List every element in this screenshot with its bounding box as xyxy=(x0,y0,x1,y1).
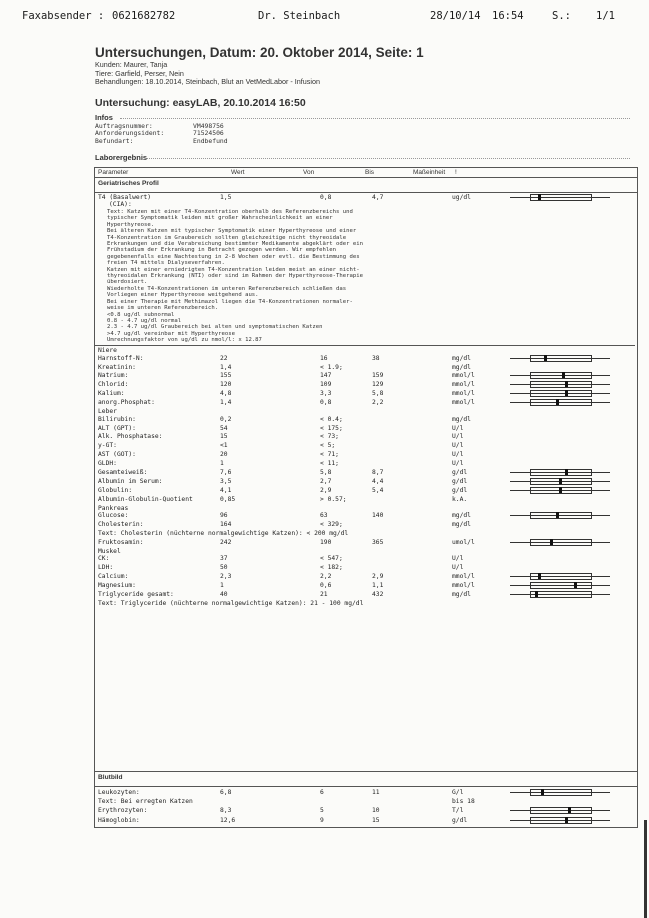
value: 164 xyxy=(220,521,232,529)
param-name: Globulin: xyxy=(98,486,133,494)
param-name: GLDH: xyxy=(98,460,117,468)
value: 3,5 xyxy=(220,477,232,485)
fax-sender-label: Faxabsender : xyxy=(22,10,105,22)
value: 2,3 xyxy=(220,573,232,581)
range-to: 38 xyxy=(372,354,380,362)
value: 6,8 xyxy=(220,789,232,796)
range-graphic xyxy=(510,807,610,813)
col-bis: Bis xyxy=(365,169,375,176)
info-row: Auftragsnummer: VM498756 xyxy=(95,122,224,130)
value-marker xyxy=(559,487,562,493)
meta-animal: Tiere: Garfield, Perser, Nein xyxy=(95,68,184,78)
unit: mg/dl xyxy=(452,354,471,362)
unit: mg/dl xyxy=(452,512,471,520)
unit: U/l xyxy=(452,451,464,459)
range-from: 2,7 xyxy=(320,477,332,485)
value: 37 xyxy=(220,555,228,563)
value: 155 xyxy=(220,372,232,380)
meta-treatment: Behandlungen: 18.10.2014, Steinbach, Blut an VetMedLabor - Infusion xyxy=(95,77,320,86)
range-from: 109 xyxy=(320,381,332,389)
value-marker xyxy=(565,390,568,396)
group-blood: Blutbild xyxy=(95,771,637,787)
unit: T/l xyxy=(452,807,464,815)
unit: mmol/l xyxy=(452,399,475,407)
unit: mg/dl xyxy=(452,415,471,423)
note-line: Wiederholte T4-Konzentrationen im unteren Referenzbereich schließen das xyxy=(107,285,347,292)
range-from: 6 xyxy=(320,789,324,796)
range-box xyxy=(530,355,592,362)
divider xyxy=(145,158,630,159)
range-box xyxy=(530,399,592,406)
range-box xyxy=(530,789,592,796)
param-name: Leukozyten: xyxy=(98,789,140,796)
param-name: T4 (Basalwert) xyxy=(98,194,152,201)
value-marker xyxy=(544,355,547,361)
param-name: Chlorid: xyxy=(98,381,129,389)
range-to: 4,4 xyxy=(372,477,384,485)
range-box xyxy=(530,381,592,388)
table-header xyxy=(95,168,637,178)
note-line: Text: Katzen mit einer T4-Konzentration oberhalb des Referenzbereichs und xyxy=(107,209,353,215)
unit: U/l xyxy=(452,555,464,563)
info-table xyxy=(95,123,228,145)
range-from: < 547; xyxy=(320,555,343,563)
range-from: 63 xyxy=(320,512,328,520)
value: 40 xyxy=(220,591,228,598)
range-graphic xyxy=(510,399,610,405)
range-box xyxy=(530,817,592,824)
range-from: > 0.57; xyxy=(320,495,347,503)
info-heading: Infos xyxy=(95,113,113,122)
unit: mg/dl xyxy=(452,591,471,598)
note-line: Vorliegen einer Hyperthyreose weitgehend aus. xyxy=(107,292,259,299)
range-from: < 71; xyxy=(320,451,339,459)
value: 50 xyxy=(220,564,228,572)
note-line: 0.8 - 4.7 ug/dl normal xyxy=(107,317,182,324)
range-to: 140 xyxy=(372,512,384,520)
range-to: 15 xyxy=(372,816,380,824)
note-line: <0.8 ug/dl subnormal xyxy=(107,311,175,318)
note-line: typischer Symptomatik leiden mit großer Wahrscheinlichkeit an einer xyxy=(107,215,333,222)
col-von: Von xyxy=(303,169,315,176)
range-from: < 0.4; xyxy=(320,415,343,423)
value: 1 xyxy=(220,460,224,468)
value: 7,6 xyxy=(220,469,232,476)
unit: mmol/l xyxy=(452,372,475,380)
param-name: LDH: xyxy=(98,564,114,572)
note-line: >4.7 ug/dl vereinbar mit Hyperthyreose xyxy=(107,330,235,337)
value: 4,8 xyxy=(220,390,232,398)
unit: g/dl xyxy=(452,477,468,485)
blood-rows xyxy=(95,787,637,827)
range-to: 365 xyxy=(372,538,384,546)
range-graphic xyxy=(510,573,610,579)
value: 96 xyxy=(220,512,228,520)
value-marker xyxy=(568,807,571,813)
param-name: Bilirubin: xyxy=(98,415,136,423)
value: 0,85 xyxy=(220,495,236,503)
value: 8,3 xyxy=(220,807,232,815)
value-marker xyxy=(565,817,568,823)
value: 15 xyxy=(220,433,228,441)
value: 4,1 xyxy=(220,486,232,494)
value-marker xyxy=(574,582,577,588)
range-box xyxy=(530,591,592,598)
range-to: 2,2 xyxy=(372,399,384,407)
unit: U/l xyxy=(452,433,464,441)
note-line: Hyperthyreose. xyxy=(107,221,155,228)
divider xyxy=(120,118,630,119)
param-name: Glucose: xyxy=(98,512,129,520)
value-marker xyxy=(556,399,559,405)
range-from: 190 xyxy=(320,538,332,546)
value-marker xyxy=(562,372,565,378)
value-marker xyxy=(565,469,568,475)
note-line: 2.3 - 4.7 ug/dl Graubereich bei alten und symptomatischen Katzen xyxy=(107,324,323,331)
param-name: Text: Triglyceride (nüchterne normalgewichtige Katzen): 21 - 100 mg/dl xyxy=(98,599,364,607)
unit: mmol/l xyxy=(452,582,475,590)
unit: mg/dl xyxy=(452,363,471,371)
range-to: 5,4 xyxy=(372,486,384,494)
param-name: anorg.Phosphat: xyxy=(98,399,155,407)
param-name: ALT (GPT): xyxy=(98,424,136,432)
range-graphic xyxy=(510,582,610,588)
range-graphic xyxy=(510,469,610,475)
param-name: Pankreas xyxy=(98,504,129,512)
value: 242 xyxy=(220,538,232,546)
note-extra: bis 18 xyxy=(452,798,475,806)
value-marker xyxy=(538,573,541,579)
range-from: 5 xyxy=(320,807,324,815)
value: <1 xyxy=(220,442,228,450)
results-table xyxy=(94,167,638,828)
fax-sender-number: 0621682782 xyxy=(112,10,176,22)
unit: g/dl xyxy=(452,469,468,476)
param-name: y-GT: xyxy=(98,442,117,450)
param-name: Magnesium: xyxy=(98,582,136,590)
value: 0,2 xyxy=(220,415,232,423)
t4-notes xyxy=(107,209,363,344)
note-line: Bei einer Therapie mit Methimazol liegen die T4-Konzentrationen normaler- xyxy=(107,298,353,305)
range-from: 0,6 xyxy=(320,582,332,590)
param-name: Muskel xyxy=(98,547,121,555)
param-name: Gesamteiweiß: xyxy=(98,469,148,476)
range-box xyxy=(530,512,592,519)
param-name: Text: Cholesterin (nüchterne normalgewichtige Katzen): < 200 mg/dl xyxy=(98,530,349,537)
col-wert: Wert xyxy=(231,169,245,176)
note-line: gegebenenfalls eine Nachtestung in 2-8 Wochen oder evtl. die Bestimmung des xyxy=(107,253,360,260)
unit: ug/dl xyxy=(452,194,471,201)
range-from: 16 xyxy=(320,354,328,362)
range-box xyxy=(530,390,592,397)
unit: g/dl xyxy=(452,816,468,824)
value: 54 xyxy=(220,424,228,432)
param-name: Fruktosamin: xyxy=(98,538,144,546)
range-from: < 182; xyxy=(320,564,343,572)
range-from: 21 xyxy=(320,591,328,598)
range-from: 2,9 xyxy=(320,486,332,494)
range-from: < 1.9; xyxy=(320,363,343,371)
param-name: Kreatinin: xyxy=(98,363,136,371)
range-from: 0,8 xyxy=(320,194,332,201)
unit: mmol/l xyxy=(452,381,475,389)
param-name: Cholesterin: xyxy=(98,521,144,529)
param-name: Niere xyxy=(98,347,117,354)
range-to: 10 xyxy=(372,807,380,815)
unit: k.A. xyxy=(452,495,468,503)
param-name: Triglyceride gesamt: xyxy=(98,591,174,598)
note-line: Umrechnungsfaktor von ug/dl zu nmol/l: x 12.87 xyxy=(107,337,262,344)
range-to: 432 xyxy=(372,591,384,598)
unit: g/dl xyxy=(452,486,468,494)
range-box xyxy=(530,469,592,476)
note-line: Frühstadium der Erkrankung in Betracht gezogen werden. Wir empfehlen xyxy=(107,247,337,254)
fax-name: Dr. Steinbach xyxy=(258,10,341,22)
value: 1,5 xyxy=(220,194,232,201)
param-name: Calcium: xyxy=(98,573,129,581)
unit: mg/dl xyxy=(452,521,471,529)
range-from: 147 xyxy=(320,372,332,380)
unit: U/l xyxy=(452,442,464,450)
range-box xyxy=(530,539,592,546)
range-graphic xyxy=(510,478,610,484)
param-name: Harnstoff-N: xyxy=(98,354,144,362)
value: 120 xyxy=(220,381,232,389)
range-to: 2,9 xyxy=(372,573,384,581)
range-from: < 11; xyxy=(320,460,339,468)
range-to: 4,7 xyxy=(372,194,384,201)
param-name: Text: Bei erregten Katzen xyxy=(98,798,193,806)
range-graphic xyxy=(510,512,610,518)
note-line: thyreoidalen Erkrankung (NTI) oder sind im Rahmen der Hyperthyreose-Therapie xyxy=(107,273,363,280)
value-marker xyxy=(565,381,568,387)
param-name: Natrium: xyxy=(98,372,129,380)
param-name: AST (GOT): xyxy=(98,451,136,459)
info-row: Anforderungsident: 71524506 xyxy=(95,129,224,138)
range-graphic xyxy=(510,817,610,823)
range-graphic xyxy=(510,539,610,545)
note-line: weise im unteren Referenzbereich. xyxy=(107,305,219,312)
unit: mmol/l xyxy=(452,573,475,581)
value: 22 xyxy=(220,354,228,362)
param-sub: (CIA): xyxy=(109,201,132,208)
col-einheit: Maßeinheit xyxy=(413,169,446,176)
range-to: 11 xyxy=(372,789,380,796)
range-graphic xyxy=(510,591,610,597)
range-box xyxy=(530,372,592,379)
note-line: Bei älteren Katzen mit typischer Symptomatik einer Hyperthyreose und einer xyxy=(107,228,357,235)
range-to: 159 xyxy=(372,372,384,380)
range-from: 3,3 xyxy=(320,390,332,398)
unit: G/l xyxy=(452,789,464,796)
note-line: Katzen mit einer erniedrigten T4-Konzentration leiden meist an einer nicht- xyxy=(107,266,360,273)
range-box xyxy=(530,582,592,589)
range-from: 0,8 xyxy=(320,399,332,407)
col-param: Parameter xyxy=(98,169,129,176)
value: 1,4 xyxy=(220,399,232,407)
unit: umol/l xyxy=(452,538,475,546)
note-line: freien T4 mittels Dialyseverfahren. xyxy=(107,260,225,267)
value: 20 xyxy=(220,451,228,459)
range-graphic xyxy=(510,381,610,387)
note-line: T4-Konzentration im Graubereich sollten gleichzeitige nicht thyreoidale xyxy=(107,234,347,241)
param-name: Kalium: xyxy=(98,390,125,398)
unit: U/l xyxy=(452,424,464,432)
range-from: < 175; xyxy=(320,424,343,432)
geriatric-rows xyxy=(95,193,637,771)
col-flag: ! xyxy=(455,169,457,176)
range-to: 5,8 xyxy=(372,390,384,398)
param-name: Leber xyxy=(98,408,117,415)
value: 1,4 xyxy=(220,363,232,371)
range-from: 2,2 xyxy=(320,573,332,581)
value-marker xyxy=(559,478,562,484)
range-from: < 73; xyxy=(320,433,339,441)
fax-time: 16:54 xyxy=(492,10,524,22)
param-name: CK: xyxy=(98,555,110,563)
note-line: überdosiert. xyxy=(107,279,148,286)
range-graphic xyxy=(510,194,610,200)
note-line: Erkrankungen und die Verabreichung bestimmter Medikamente abgeklärt oder ein xyxy=(107,241,363,248)
value-marker xyxy=(535,591,538,597)
page-edge xyxy=(644,820,647,918)
range-from: 9 xyxy=(320,816,324,824)
unit: mmol/l xyxy=(452,390,475,398)
fax-date: 28/10/14 xyxy=(430,10,481,22)
page-title: Untersuchungen, Datum: 20. Oktober 2014, Seite: 1 xyxy=(95,45,424,60)
unit: U/l xyxy=(452,564,464,572)
param-name: Erythrozyten: xyxy=(98,807,148,815)
unit: U/l xyxy=(452,460,464,468)
param-name: Alk. Phosphatase: xyxy=(98,433,163,441)
param-name: Albumin-Globulin-Quotient xyxy=(98,495,193,503)
value: 1 xyxy=(220,582,224,590)
value-marker xyxy=(538,194,541,200)
range-to: 129 xyxy=(372,381,384,389)
range-to: 1,1 xyxy=(372,582,384,590)
param-name: Hämoglobin: xyxy=(98,816,140,824)
value-marker xyxy=(550,539,553,545)
range-to: 8,7 xyxy=(372,469,384,476)
group-geriatric: Geriatrisches Profil xyxy=(95,178,637,193)
meta-customer: Kunden: Maurer, Tanja xyxy=(95,60,168,69)
fax-page-label: S.: xyxy=(552,10,571,22)
fax-page: 1/1 xyxy=(596,10,615,22)
info-row: Befundart: Endbefund xyxy=(95,136,228,145)
divider xyxy=(95,345,635,346)
results-heading: Laborergebnis xyxy=(95,153,148,162)
range-from: 5,8 xyxy=(320,469,332,476)
value-marker xyxy=(556,512,559,518)
range-graphic xyxy=(510,355,610,361)
range-from: < 5; xyxy=(320,442,336,450)
range-graphic xyxy=(510,372,610,378)
value-marker xyxy=(541,789,544,795)
range-graphic xyxy=(510,390,610,396)
range-graphic xyxy=(510,789,610,795)
range-box xyxy=(530,807,592,814)
exam-subtitle: Untersuchung: easyLAB, 20.10.2014 16:50 xyxy=(95,97,306,109)
param-name: Albumin im Serum: xyxy=(98,477,163,485)
range-from: < 329; xyxy=(320,521,343,529)
range-graphic xyxy=(510,487,610,493)
value: 12,6 xyxy=(220,816,236,824)
